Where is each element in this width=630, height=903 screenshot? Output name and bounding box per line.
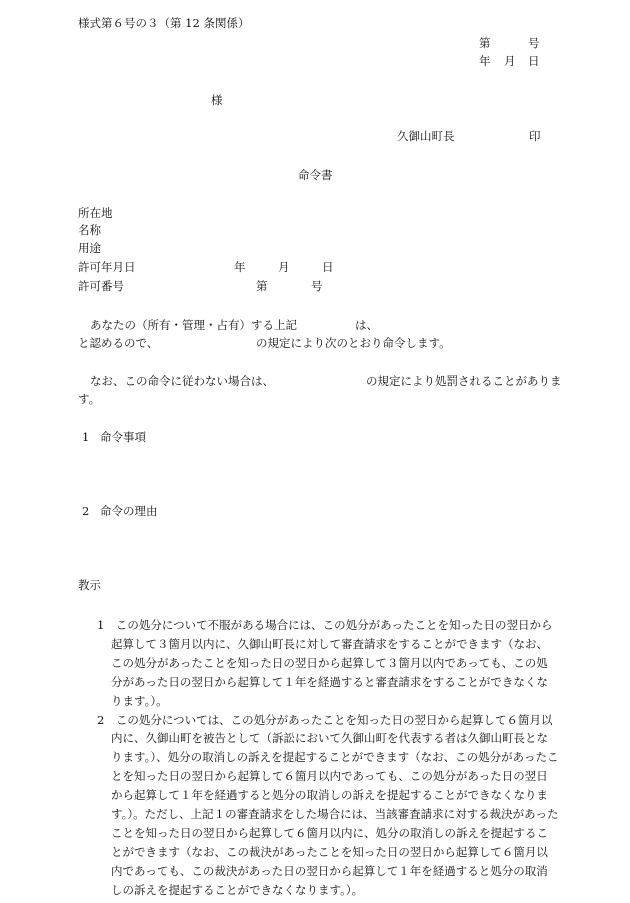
- form-number: 様式第６号の３（第 12 条関係）: [78, 16, 250, 30]
- body-p2-part3: す。: [78, 392, 101, 406]
- document-title: 命令書: [298, 168, 333, 182]
- kyoji-item-2: 2 この処分については、この処分があったことを知った日の翌日から起算して６箇月以内に、久御山町を被告として（訴訟において久御山町を代表する者は久御山町長となります。）、処分の取消しの訴えを提起することができます（なお、この処分があったことを知った日の翌日から起算して６箇月以内であっても、この処分があった日の翌日から起算して１年を経過すると処分の取消しの訴えを提起することができなくなります。）。ただし、上記１の審査請求をした場合には、当該審査請求に対する裁決があったことを知った日の翌日から起算して６箇月以内に、処分の取消しの訴えを提起することができます（なお、この裁決があったことを知った日の翌日から起算して６箇月以内であっても、この裁決があった日の翌日から起算して１年を経過すると処分の取消しの訴えを提起することができなくなります。）。: [97, 712, 559, 897]
- kyoji-item-1: 1 この処分について不服がある場合には、この処分があったことを知った日の翌日から起算して３箇月以内に、久御山町長に対して審査請求をすることができます（なお、この処分があったことを知った日の翌日から起算して３箇月以内であっても、この処分があった日の翌日から起算して１年を経過すると審査請求をすることができなくなります。）。: [97, 618, 553, 708]
- field-name-label: 名称: [78, 223, 101, 237]
- field-location-label: 所在地: [78, 206, 113, 220]
- field-use-label: 用途: [78, 241, 101, 255]
- permit-number-dai: 第: [256, 279, 268, 293]
- recipient-sama: 様: [211, 93, 223, 107]
- doc-number-dai: 第: [479, 36, 491, 50]
- body-p1-part3: と認めるので、: [78, 336, 159, 350]
- body-p1-part1: あなたの（所有・管理・占有）する上記: [90, 318, 297, 332]
- kyoji-title: 教示: [78, 578, 101, 592]
- date-month: 月: [504, 54, 516, 68]
- issuer-name: 久御山町長: [397, 129, 455, 143]
- section1-number: 1: [82, 430, 90, 444]
- permit-number-gou: 号: [311, 279, 323, 293]
- field-permit-number-label: 許可番号: [78, 279, 124, 293]
- kyoji-list: [97, 616, 559, 900]
- date-year: 年: [479, 54, 491, 68]
- body-p1-part4: の規定により次のとおり命令します。: [256, 336, 451, 350]
- date-day: 日: [528, 54, 540, 68]
- section2-heading: 命令の理由: [100, 504, 158, 518]
- permit-date-month: 月: [278, 260, 290, 274]
- body-p2-part2: の規定により処罰されることがありま: [366, 374, 562, 388]
- section1-heading: 命令事項: [100, 430, 146, 444]
- field-permit-date-label: 許可年月日: [78, 260, 136, 274]
- section2-number: 2: [82, 504, 90, 518]
- permit-date-day: 日: [322, 260, 334, 274]
- permit-date-year: 年: [234, 260, 246, 274]
- seal-mark: 印: [529, 129, 541, 143]
- doc-number-gou: 号: [528, 36, 540, 50]
- body-p1-part2: は、: [355, 318, 378, 332]
- body-p2-part1: なお、この命令に従わない場合は、: [90, 374, 274, 388]
